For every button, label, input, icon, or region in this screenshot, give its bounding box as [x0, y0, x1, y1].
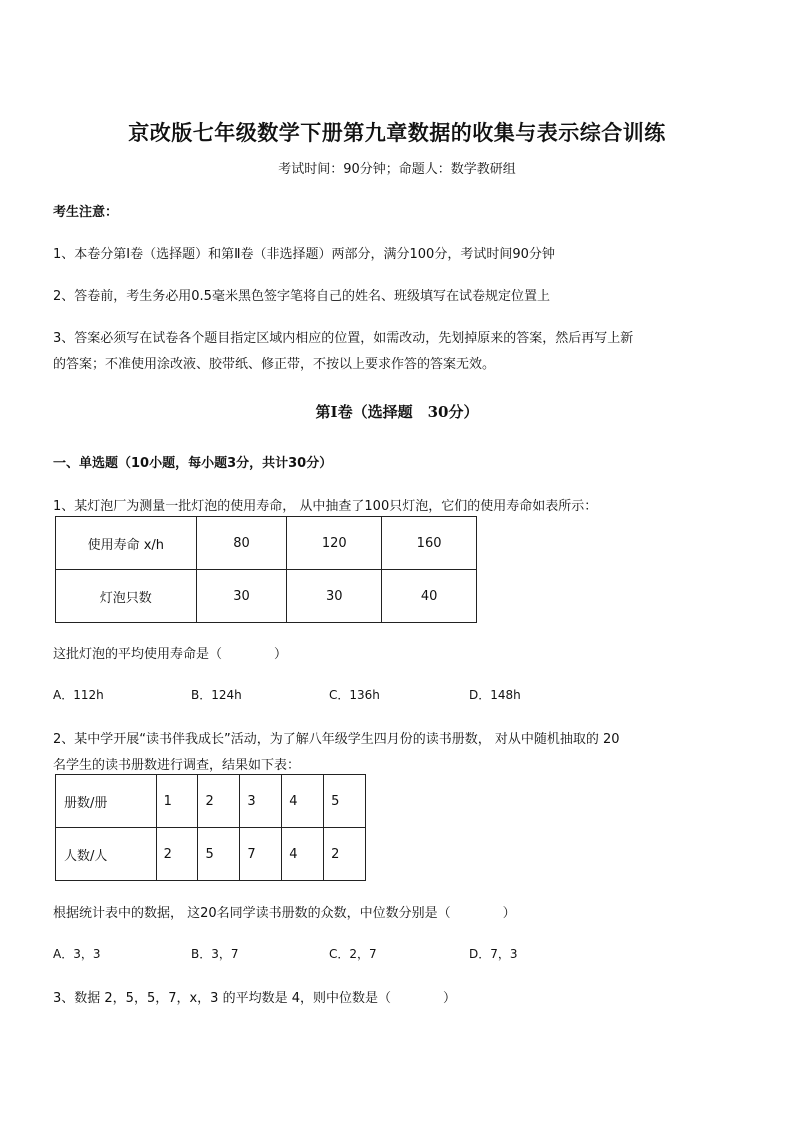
q1-cell: 160	[382, 517, 477, 570]
q3-stem: 3、数据 2，5，5，7，x，3 的平均数是 4，则中位数是（ ）	[53, 991, 456, 1006]
q2-option-d[interactable]: D．7，3	[469, 947, 518, 961]
notice-heading: 考生注意：	[53, 205, 119, 220]
notice-item-3-cont: 的答案；不准使用涂改液、胶带纸、修正带，不按以上要求作答的答案无效。	[53, 357, 496, 372]
q1-cell: 120	[287, 517, 382, 570]
q2-cell: 2	[156, 828, 198, 881]
q1-cell: 80	[196, 517, 287, 570]
q2-stem-line1: 2、某中学开展“读书伴我成长”活动，为了解八年级学生四月份的读书册数， 对从中随机抽取的 20	[53, 732, 620, 747]
page-subtitle: 考试时间：90分钟；命题人：数学教研组	[278, 162, 516, 177]
q1-option-b[interactable]: B．124h	[191, 688, 242, 702]
q1-cell: 30	[196, 570, 287, 623]
q2-cell-header: 册数/册	[56, 775, 157, 828]
q2-table	[55, 774, 366, 881]
q2-cell: 4	[282, 828, 324, 881]
q2-cell: 5	[198, 828, 240, 881]
q2-cell: 5	[324, 775, 366, 828]
q1-cell: 40	[382, 570, 477, 623]
q1-table-row	[56, 570, 477, 623]
q2-table-row	[56, 775, 366, 828]
q2-cell: 7	[240, 828, 282, 881]
part-heading: 一、单选题（10小题，每小题3分，共计30分）	[53, 456, 333, 471]
q1-option-d[interactable]: D．148h	[469, 688, 521, 702]
q2-option-c[interactable]: C．2，7	[329, 947, 377, 961]
q1-option-c[interactable]: C．136h	[329, 688, 380, 702]
page-title: 京改版七年级数学下册第九章数据的收集与表示综合训练	[128, 120, 666, 145]
q1-question: 这批灯泡的平均使用寿命是（ ）	[53, 647, 288, 662]
q2-question: 根据统计表中的数据， 这20名同学读书册数的众数，中位数分别是（ ）	[53, 906, 516, 921]
q2-table-row	[56, 828, 366, 881]
q1-options	[53, 686, 521, 703]
q1-table	[55, 516, 477, 623]
q2-option-b[interactable]: B．3，7	[191, 947, 239, 961]
q1-option-a[interactable]: A．112h	[53, 688, 104, 702]
q1-cell-header: 使用寿命 x/h	[56, 517, 197, 570]
q2-cell: 4	[282, 775, 324, 828]
notice-item-3: 3、答案必须写在试卷各个题目指定区域内相应的位置，如需改动，先划掉原来的答案，然后再写上新	[53, 331, 634, 346]
q1-cell: 30	[287, 570, 382, 623]
q2-cell: 1	[156, 775, 198, 828]
q2-stem-line2: 名学生的读书册数进行调查，结果如下表：	[53, 758, 301, 773]
q2-options	[53, 945, 518, 962]
q2-cell: 2	[324, 828, 366, 881]
notice-item-2: 2、答卷前，考生务必用0.5毫米黑色签字笔将自己的姓名、班级填写在试卷规定位置上	[53, 289, 550, 304]
q1-stem: 1、某灯泡厂为测量一批灯泡的使用寿命， 从中抽查了100只灯泡，它们的使用寿命如表所示：	[53, 499, 598, 514]
q1-table-row	[56, 517, 477, 570]
section-title: 第Ⅰ卷（选择题 30分）	[315, 403, 479, 421]
q2-cell: 2	[198, 775, 240, 828]
notice-item-1: 1、本卷分第Ⅰ卷（选择题）和第Ⅱ卷（非选择题）两部分，满分100分，考试时间90分钟	[53, 247, 555, 262]
q2-cell: 3	[240, 775, 282, 828]
q2-cell-header: 人数/人	[56, 828, 157, 881]
q2-option-a[interactable]: A．3，3	[53, 947, 101, 961]
q1-cell-header: 灯泡只数	[56, 570, 197, 623]
